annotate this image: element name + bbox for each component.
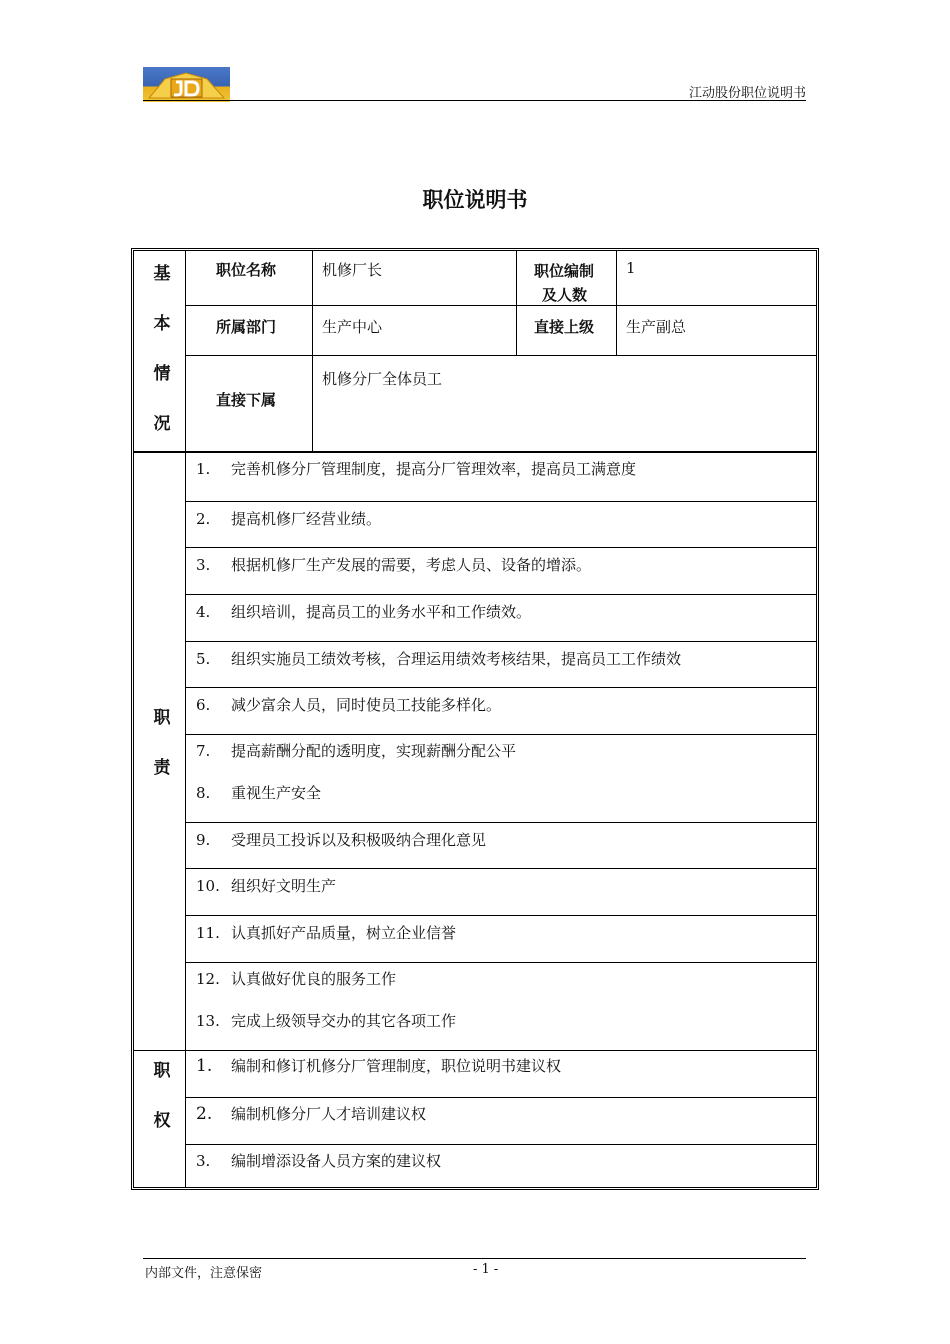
page-number: - 1 - [473, 1262, 499, 1277]
basic-divider-1 [312, 251, 313, 451]
authority-item: 1. 编制和修订机修分厂管理制度，职位说明书建议权 [196, 1056, 562, 1076]
authority-row-divider [185, 1144, 816, 1145]
duty-row-divider [185, 547, 816, 548]
duty-item: 9. 受理员工投诉以及积极吸纳合理化意见 [196, 831, 487, 849]
duty-row-divider [185, 594, 816, 595]
subordinate-value: 机修分厂全体员工 [322, 370, 443, 388]
duty-item: 10. 组织好文明生产 [196, 877, 337, 895]
headcount-label: 职位编制 及人数 [534, 262, 595, 304]
duty-item: 8. 重视生产安全 [196, 784, 322, 802]
basic-divider-2 [516, 251, 517, 355]
authority-row-divider [185, 1097, 816, 1098]
position-name-label: 职位名称 [216, 261, 277, 279]
duty-item: 4. 组织培训，提高员工的业务水平和工作绩效。 [196, 603, 532, 621]
headcount-value: 1 [626, 259, 636, 277]
authority-item: 3. 编制增添设备人员方案的建议权 [196, 1152, 442, 1170]
duty-item: 11. 认真抓好产品质量，树立企业信誉 [196, 924, 457, 942]
duty-item: 6. 减少富余人员，同时使员工技能多样化。 [196, 696, 502, 714]
basic-row-divider-2 [185, 355, 816, 356]
page-title: 职位说明书 [422, 188, 528, 212]
superior-value: 生产副总 [626, 318, 687, 336]
footer-divider [143, 1258, 806, 1259]
duties-section-label: 职 责 [153, 708, 171, 778]
authority-section-label: 职 权 [153, 1061, 171, 1131]
basic-section-label: 基 本 情 况 [153, 264, 171, 434]
duty-row-divider [185, 915, 816, 916]
company-logo [143, 67, 230, 102]
job-description-table [131, 248, 819, 1190]
authority-item: 2. 编制机修分厂人才培训建议权 [196, 1104, 427, 1124]
company-logo-icon [143, 67, 230, 102]
duty-item: 7. 提高薪酬分配的透明度，实现薪酬分配公平 [196, 742, 517, 760]
duty-row-divider [185, 962, 816, 963]
duty-row-divider [185, 734, 816, 735]
subordinate-label: 直接下属 [216, 391, 277, 409]
superior-label: 直接上级 [534, 318, 595, 336]
duty-item: 3. 根据机修厂生产发展的需要，考虑人员、设备的增添。 [196, 556, 592, 574]
duty-item: 13. 完成上级领导交办的其它各项工作 [196, 1012, 457, 1030]
header-divider [143, 100, 806, 101]
department-label: 所属部门 [216, 318, 277, 336]
footer-confidential-note: 内部文件，注意保密 [145, 1266, 263, 1281]
basic-divider-3 [616, 251, 617, 355]
duty-item: 1. 完善机修分厂管理制度，提高分厂管理效率，提高员工满意度 [196, 460, 637, 478]
header-title: 江动股份职位说明书 [688, 86, 806, 101]
duty-row-divider [185, 641, 816, 642]
position-name-value: 机修厂长 [322, 261, 383, 279]
duties-section-bottom [134, 1050, 816, 1051]
duty-item: 5. 组织实施员工绩效考核，合理运用绩效考核结果，提高员工工作绩效 [196, 650, 682, 668]
duty-row-divider [185, 501, 816, 502]
department-value: 生产中心 [322, 318, 383, 336]
basic-row-divider-1 [185, 305, 816, 306]
basic-section-bottom [134, 451, 816, 453]
duty-item: 12. 认真做好优良的服务工作 [196, 970, 397, 988]
duty-row-divider [185, 822, 816, 823]
duty-row-divider [185, 868, 816, 869]
duty-item: 2. 提高机修厂经营业绩。 [196, 510, 382, 528]
duty-row-divider [185, 687, 816, 688]
